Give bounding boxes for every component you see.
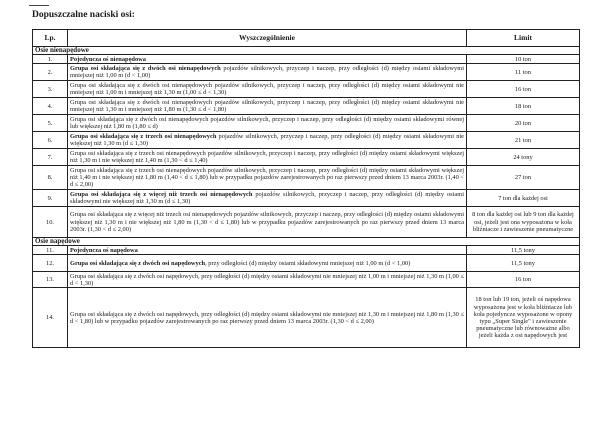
description-lead: Grupa osi składająca się z trzech osi nienapędowych (70, 133, 217, 140)
section-drive-axles: Osie napędowe (33, 238, 580, 246)
section-row-drive (33, 238, 580, 246)
row-number: 1. (33, 55, 68, 64)
table-row (33, 115, 580, 132)
description-text: Grupa osi składająca się z dwóch osi nienapędowych pojazdów silnikowych, przyczep i naczep, przy odległości (d) między osiami składowymi nie mniejszej niż 1,30 m i mniejszej niż 1,80 m (1,30 ≤ d < 1,80) (70, 99, 464, 114)
row-description (68, 64, 467, 81)
row-limit: 16 ton (467, 81, 580, 98)
description-text: , przy odległości (d) między osiami składowymi mniejszej niż 1,00 m (d < 1,00) (205, 259, 411, 267)
row-description (68, 207, 467, 238)
row-limit: 20 ton (467, 115, 580, 132)
section-non-drive-axles: Osie nienapędowe (33, 47, 580, 55)
table-row (33, 64, 580, 81)
row-limit: 11,5 tony (467, 255, 580, 272)
row-limit: 10 ton (467, 55, 580, 64)
row-number: 14. (33, 288, 68, 348)
description-text: pojazdów silnikowych, przyczep i naczep, przy odległości (d) między osiami składowymi mniejszej niż 1,00 m (d < 1,00) (70, 65, 464, 80)
row-description (68, 98, 467, 115)
description-lead: Pojedyncza oś napędowa (70, 246, 138, 254)
row-limit: 24 tony (467, 149, 580, 166)
row-number: 11. (33, 246, 68, 255)
description-text: Grupa osi składająca się z dwóch osi napędowych, przy odległości (d) między osiami składowymi nie mniejszej niż 1,00 m i mniejszej niż 1,30 m (1,00 ≤ d < 1,30) (70, 272, 464, 287)
table-row (33, 149, 580, 166)
table-row (33, 166, 580, 190)
row-limit: 21 ton (467, 132, 580, 149)
row-limit: 7 ton dla każdej osi (467, 190, 580, 207)
row-limit: 18 ton lub 19 ton, jeżeli oś napędowa wyposażona jest w koła bliźniacze lub koła pojedyncze wyposażone w opony typu „Super Single" i zawieszenie pneumatyczne lub równoważne albo jeżeli każda z osi napędowych jest (467, 288, 580, 348)
row-limit: 11,5 tony (467, 246, 580, 255)
row-description (68, 149, 467, 166)
table-row (33, 255, 580, 272)
row-description (68, 132, 467, 149)
row-description (68, 288, 467, 348)
description-text: pojazdów silnikowych, przyczep i naczep, przy odległości (d) między osiami składowymi nie większej niż 1,30 m (d ≤ 1,30) (70, 133, 464, 148)
row-number: 4. (33, 98, 68, 115)
document-title: Dopuszczalne naciski osi: (32, 10, 135, 20)
row-number: 8. (33, 166, 68, 190)
row-number: 5. (33, 115, 68, 132)
description-text: Grupa osi składająca się z dwóch osi nienapędowych pojazdów silnikowych, przyczep i naczep, przy odległości (d) między osiami składowymi równej lub większej niż 1,80 m (1,80 ≤ d) (70, 116, 464, 131)
description-lead: Pojedyncza oś nienapędowa (70, 55, 146, 63)
row-number: 2. (33, 64, 68, 81)
section-row-non-drive (33, 47, 580, 55)
description-text: Grupa osi składająca się z więcej niż trzech osi nienapędowych pojazdów silnikowych, przyczep i naczep, przy odległości (d) między osiami składowymi większej niż 1,30 m i nie większej niż 1,80 m (1,30 < d ≤ 1,80) lub w przypadku pojazdów zarejestrowanych po raz pierwszy przed dniem 13 marca 2003r. (1,30 < d ≤ 2,00) (70, 211, 464, 233)
row-number: 10. (33, 207, 68, 238)
row-number: 13. (33, 272, 68, 288)
row-description (68, 190, 467, 207)
row-number: 3. (33, 81, 68, 98)
row-number: 9. (33, 190, 68, 207)
row-number: 7. (33, 149, 68, 166)
row-description (68, 55, 467, 64)
table-row (33, 98, 580, 115)
table-row (33, 272, 580, 288)
row-description (68, 246, 467, 255)
row-description (68, 115, 467, 132)
table-row (33, 55, 580, 64)
header-limit: Limit (467, 30, 580, 47)
row-description (68, 166, 467, 190)
row-limit: 16 ton (467, 272, 580, 288)
description-text: Grupa osi składająca się z trzech osi nienapędowych pojazdów silnikowych, przyczep i naczep, przy odległości (d) między osiami składowymi większej niż 1,30 m i nie większej niż 1,40 m (1,30 < d ≤ 1,40) (70, 150, 464, 165)
table-row (33, 246, 580, 255)
description-lead: Grupa osi składająca się z więcej niż trzech osi nienapędowych (70, 191, 253, 198)
description-lead: Grupa osi składająca się z dwóch osi nienapędowych (70, 65, 221, 72)
row-limit: 18 ton (467, 98, 580, 115)
description-text: Grupa osi składająca się z trzech osi nienapędowych pojazdów silnikowych, przyczep i naczep, przy odległości (d) między osiami składowymi większej niż 1,40 m i nie większej niż 1,80 m (1,40 < d ≤ 1,80) lub w przypadku pojazdów zarejestrowanych po raz pierwszy przed dniem 13 marca 2003r. (1,40 < d ≤ 2,00) (70, 166, 464, 189)
row-number: 12. (33, 255, 68, 272)
table-row (33, 288, 580, 348)
table-row (33, 132, 580, 149)
table-row (33, 207, 580, 238)
row-limit: 8 ton dla każdej osi lub 9 ton dla każdej osi, jeżeli jest ona wyposażona w koła bliźniacze i zawieszenie pneumatyczne (467, 207, 580, 238)
description-lead: Grupa osi składająca się z dwóch osi napędowych (70, 259, 206, 267)
table-header-row (33, 30, 580, 47)
description-text: Grupa osi składająca się z dwóch osi napędowych, przy odległości (d) między osiami składowymi nie mniejszej niż 1,30 m i mniejszej niż 1,80 m (1,30 ≤ d < 1,80) lub w przypadku pojazdów zarejestrowanych po raz pierwszy przed dniem 13 marca 2003r. (1,30 < d ≤ 2,00) (70, 310, 464, 325)
axle-load-table (32, 29, 580, 348)
description-text: Grupa osi składająca się z dwóch osi nienapędowych pojazdów silnikowych, przyczep i naczep, przy odległości (d) między osiami składowymi nie mniejszej niż 1,00 m i mniejszej niż 1,30 m (1,00 ≤ d < 1,30) (70, 82, 464, 97)
row-limit: 11 ton (467, 64, 580, 81)
table-row (33, 190, 580, 207)
row-description (68, 81, 467, 98)
header-description: Wyszczególnienie (68, 30, 467, 47)
top-rule (29, 5, 49, 6)
description-text: pojazdów silnikowych, przyczep i naczep, przy odległości (d) między osiami składowymi nie większej niż 1,30 m (d ≤ 1,30) (70, 191, 464, 206)
table-row (33, 81, 580, 98)
row-description (68, 255, 467, 272)
row-description (68, 272, 467, 288)
header-lp: Lp. (33, 30, 68, 47)
row-number: 6. (33, 132, 68, 149)
row-limit: 27 ton (467, 166, 580, 190)
